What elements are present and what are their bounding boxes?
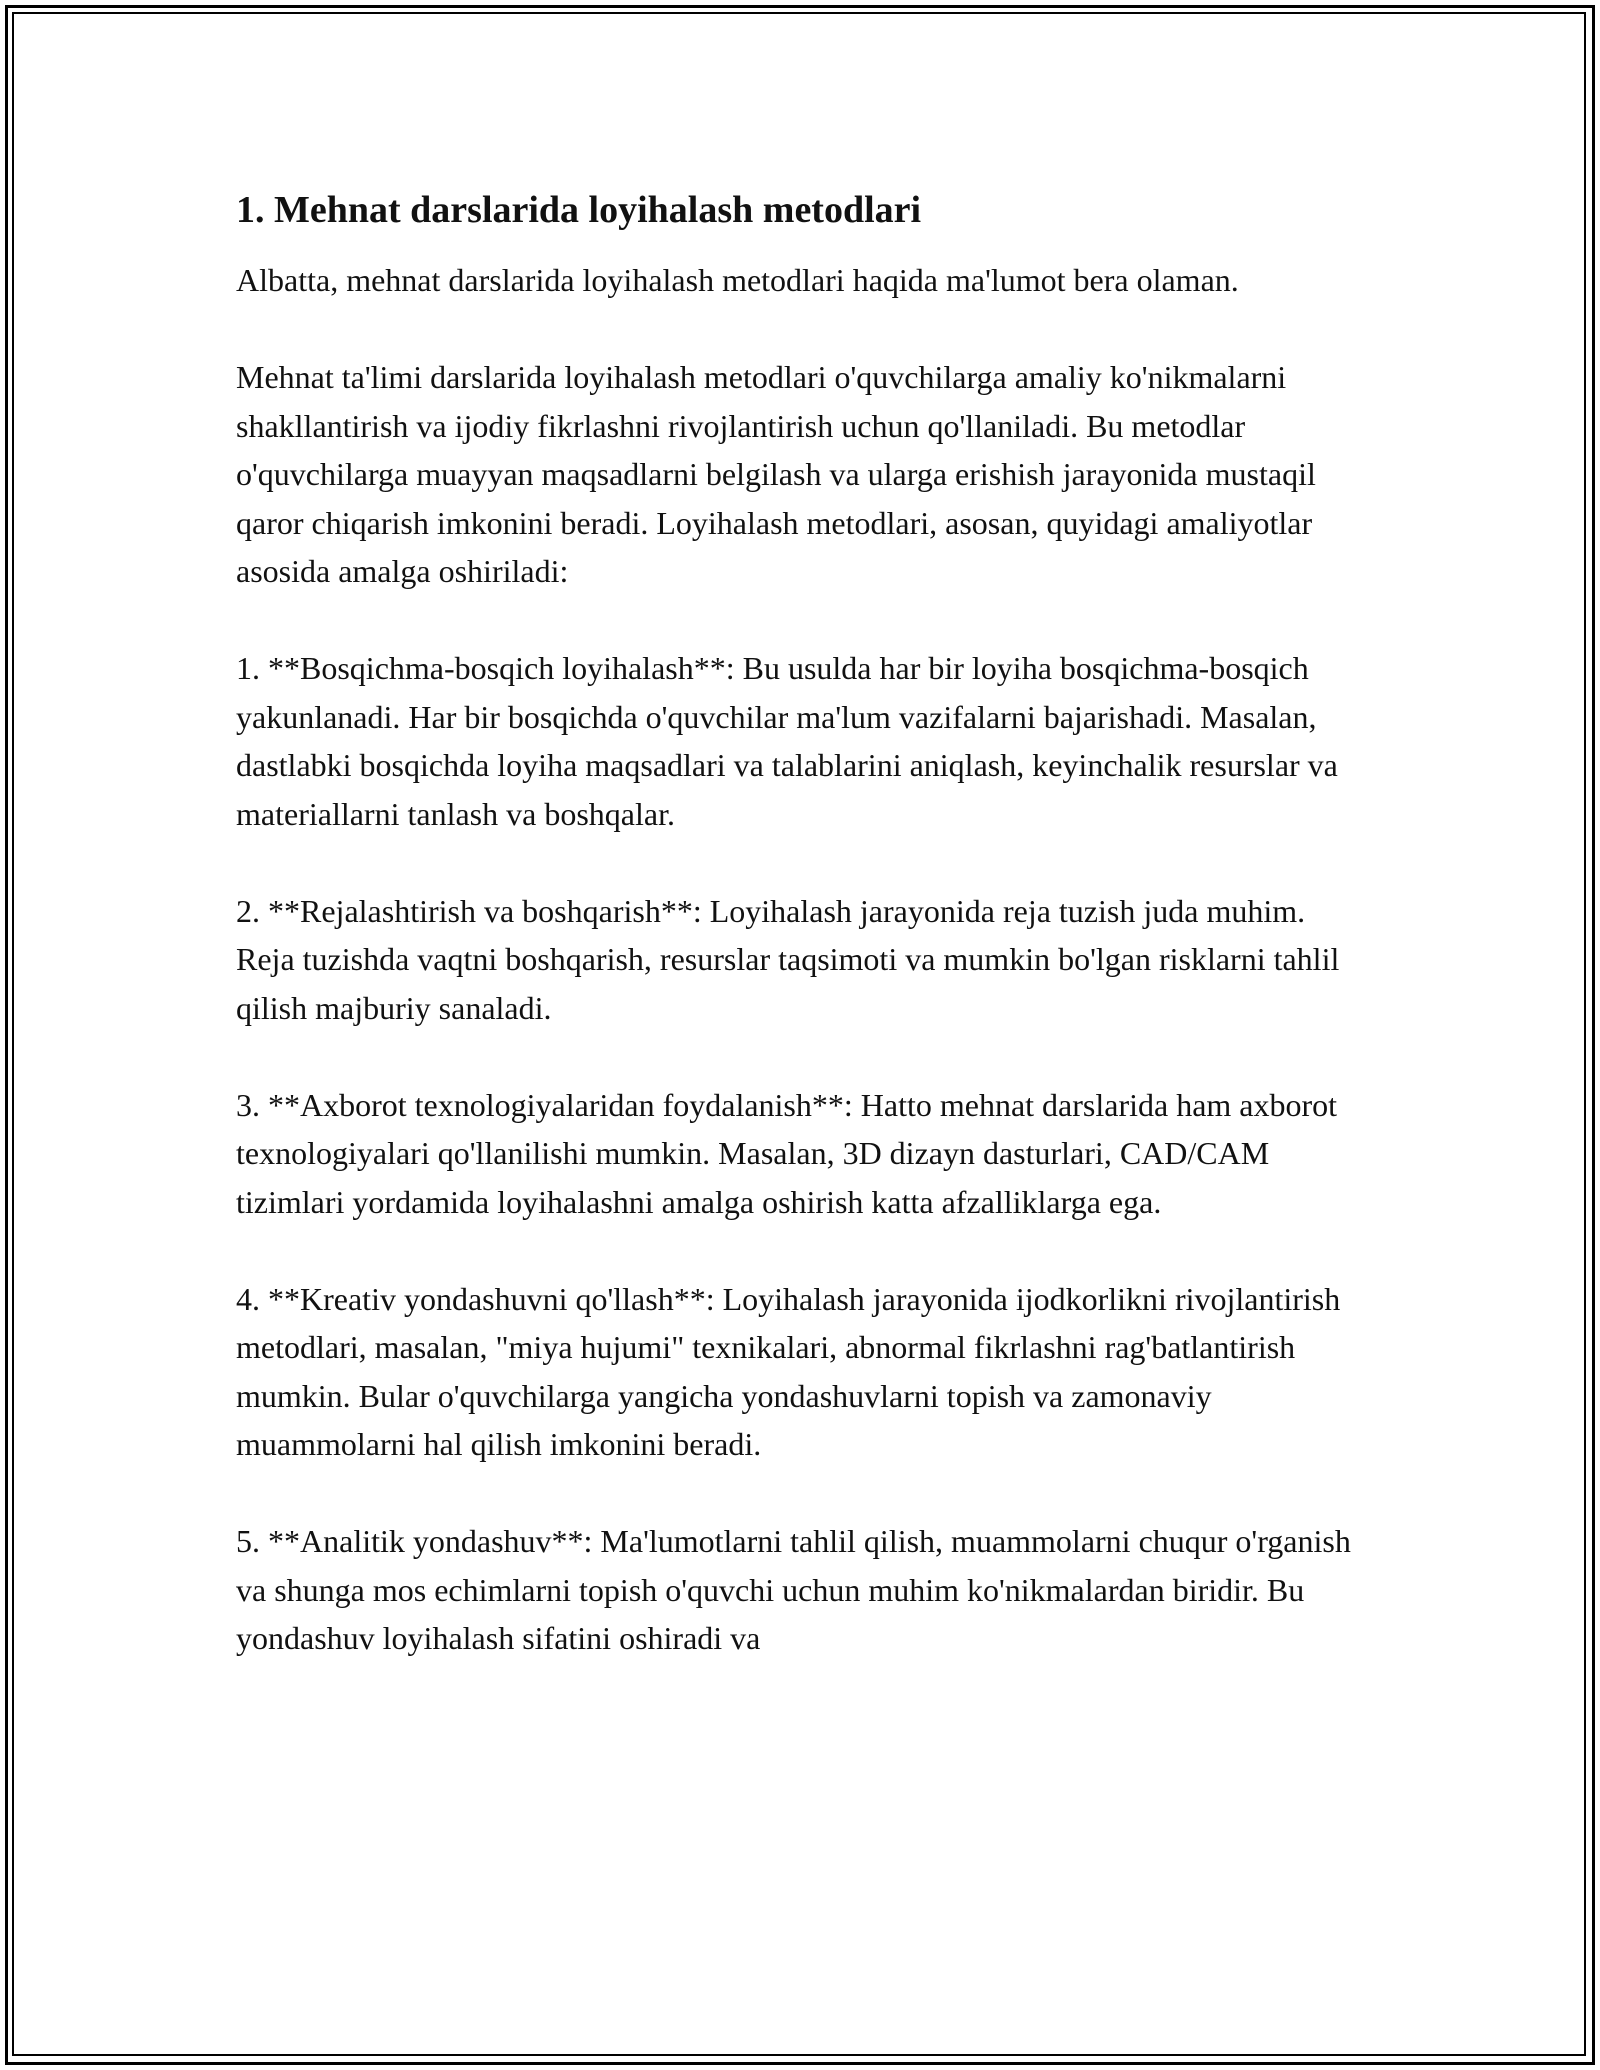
list-item-1: 1. **Bosqichma-bosqich loyihalash**: Bu usulda har bir loyiha bosqichma-bosqich yakunlanadi. Har bir bosqichda o'quvchilar ma'lum vazifalarni bajarishadi. Masalan, dastlabki bosqichda loyiha maqsadlari va talablarini aniqlash, keyinchalik resurslar va materiallarni tanlash va boshqalar. [236, 650, 1338, 832]
overview-paragraph: Mehnat ta'limi darslarida loyihalash metodlari o'quvchilarga amaliy ko'nikmalarni shakllantirish va ijodiy fikrlashni rivojlantirish uchun qo'llaniladi. Bu metodlar o'quvchilarga muayyan maqsadlarni belgilash va ularga erishish jarayonida mustaqil qaror chiqarish imkonini beradi. Loyihalash metodlari, asosan, quyidagi amaliyotlar asosida amalga oshiriladi: [236, 359, 1316, 589]
list-item-2: 2. **Rejalashtirish va boshqarish**: Loyihalash jarayonida reja tuzish juda muhim. Reja tuzishda vaqtni boshqarish, resurslar taqsimoti va mumkin bo'lgan risklarni tahlil qilish majburiy sanaladi. [236, 892, 1340, 1026]
list-item-4: 4. **Kreativ yondashuvni qo'llash**: Loyihalash jarayonida ijodkorlikni rivojlantirish metodlari, masalan, "miya hujumi" texnikalari, abnormal fikrlashni rag'batlantirish mumkin. Bular o'quvchilarga yangicha yondashuvlarni topish va zamonaviy muammolarni hal qilish imkonini beradi. [236, 1280, 1341, 1462]
list-item-5: 5. **Analitik yondashuv**: Ma'lumotlarni tahlil qilish, muammolarni chuqur o'rganish va shunga mos echimlarni topish o'quvchi uchun muhim ko'nikmalardan biridir. Bu yondashuv loyihalash sifatini oshiradi va [236, 1523, 1351, 1656]
document-body [236, 186, 1366, 1711]
list-item-3: 3. **Axborot texnologiyalaridan foydalanish**: Hatto mehnat darslarida ham axborot texnologiyalari qo'llanilishi mumkin. Masalan, 3D dizayn dasturlari, CAD/CAM tizimlari yordamida loyihalashni amalga oshirish katta afzalliklarga ega. [236, 1086, 1338, 1220]
document-title: 1. Mehnat darslarida loyihalash metodlari [236, 189, 922, 231]
intro-paragraph: Albatta, mehnat darslarida loyihalash metodlari haqida ma'lumot bera olaman. [236, 262, 1239, 298]
